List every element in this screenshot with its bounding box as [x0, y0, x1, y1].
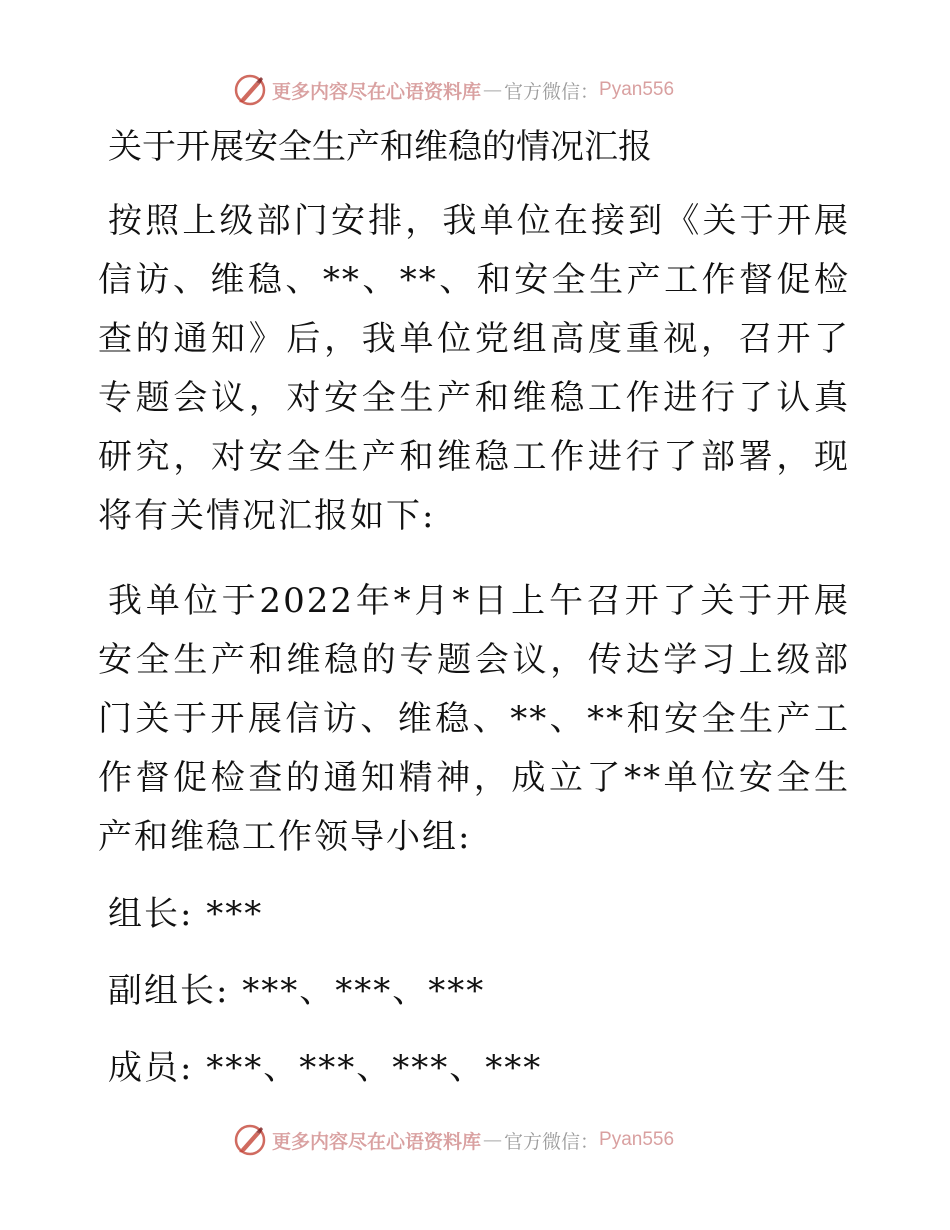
watermark-contact-id: Pyan556 — [599, 1129, 675, 1150]
paragraph: 我单位于2022年*月*日上午召开了关于开展安全生产和维稳的专题会议，传达学习上级部门关于开展信访、维稳、**、**和安全生产工作督促检查的通知精神，成立了**单位安全生产和维稳工作领导小组: — [98, 581, 850, 857]
watermark-separator: — — [483, 79, 503, 101]
paragraph: 按照上级部门安排，我单位在接到《关于开展信访、维稳、**、**、和安全生产工作督促检查的通知》后，我单位党组高度重视，召开了专题会议，对安全生产和维稳工作进行了认真研究，对安全生产和维稳工作进行了部署，现将有关情况汇报如下: — [98, 201, 850, 536]
header-watermark — [232, 70, 674, 110]
watermark-contact-label: 官方微信： — [504, 80, 600, 103]
document-title: 关于开展安全生产和维稳的情况汇报 — [108, 127, 652, 167]
brush-logo-icon — [232, 1122, 268, 1158]
footer-watermark — [232, 1120, 674, 1160]
document-body — [98, 118, 850, 1098]
members-line: 成员: ***、***、***、*** — [108, 1048, 543, 1088]
watermark-text: 更多内容尽在心语资料库 — [272, 1130, 482, 1153]
watermark-text: 更多内容尽在心语资料库 — [272, 80, 482, 103]
brush-logo-icon — [232, 72, 268, 108]
deputy-leader-line: 副组长: ***、***、*** — [108, 971, 486, 1011]
group-leader-line: 组长: *** — [108, 894, 264, 934]
watermark-contact-id: Pyan556 — [599, 79, 675, 100]
watermark-contact-label: 官方微信： — [504, 1130, 600, 1153]
watermark-separator: — — [483, 1129, 503, 1151]
